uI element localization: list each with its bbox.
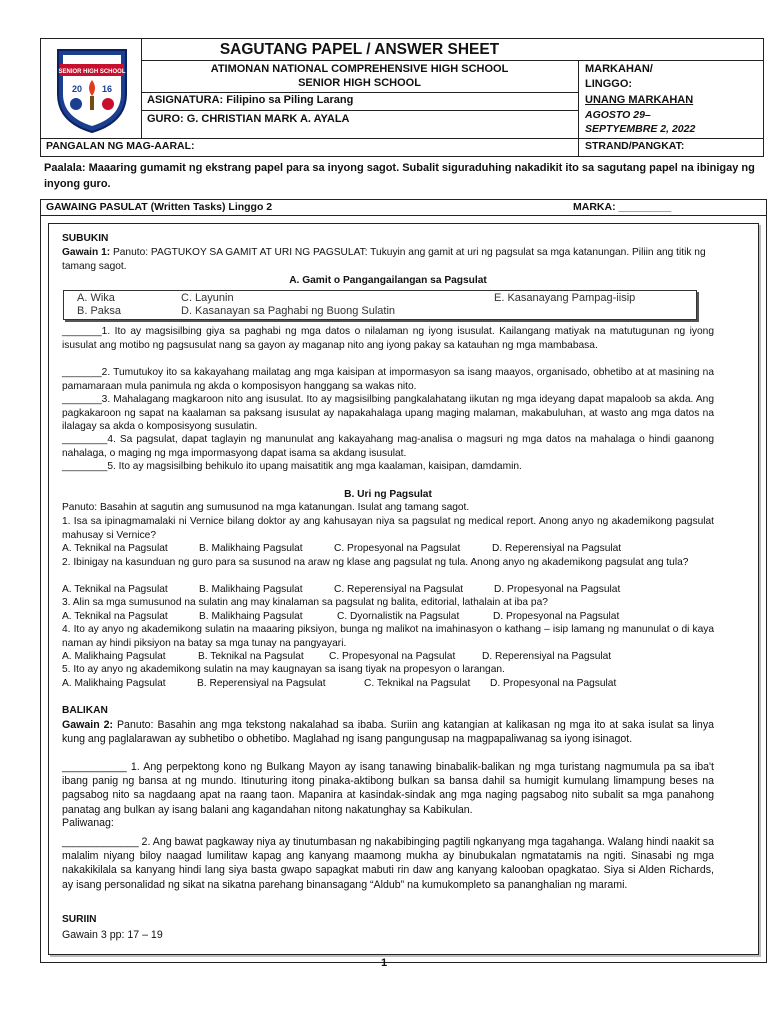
item-a-1: _______1. Ito ay magsisilbing giya sa paghabi ng mga datos o nilalaman ng iyong isusulat. Kailangang matiyak na matutugunan ng iyong isusulat ang motibo ng pagsusulat nang sa gayon ay maganap nito ang iyong pakay sa katauhan ng mga mambabasa.	[62, 326, 714, 351]
quarter-value: UNANG MARKAHAN	[585, 94, 694, 106]
option: A. Malikhaing Pagsulat	[62, 678, 166, 689]
subject-label: ASIGNATURA: Filipino sa Piling Larang	[147, 94, 354, 106]
suriin-text: Gawain 3 pp: 17 – 19	[62, 929, 163, 941]
task-bar-top	[40, 199, 767, 200]
school-logo	[52, 44, 132, 134]
option: A. Teknikal na Pagsulat	[62, 543, 168, 554]
choice-d: D. Kasanayan sa Paghabi ng Buong Sulatin	[181, 305, 396, 317]
page-number: 1	[380, 957, 388, 969]
sheet-title: SAGUTANG PAPEL / ANSWER SHEET	[219, 41, 500, 58]
choice-b: B. Paksa	[77, 305, 122, 317]
task-box-bottom	[40, 962, 767, 963]
school-name: ATIMONAN NATIONAL COMPREHENSIVE HIGH SCHOOL	[210, 63, 509, 75]
gawain2-instruction: Gawain 2: Panuto: Basahin ang mga tekstong nakalahad sa ibaba. Suriin ang katangian at kalikasan ng mga ito at saka isulat sa linya kung ang paglalarawan ay subhetibo o obhetibo. Maglahad ng isang pangungusap na magpapaliwanag sa iyong isinagot.	[62, 719, 715, 746]
item-a-3: _______3. Mahalagang magkaroon nito ang isusulat. Ito ay magsisilbing pangkalahatang iikutan ng mga ideyang dapat mapaloob sa akda. Ang pagkakaroon ng sapat na kaalaman sa paksang isusulat ay napakahalaga upang maging malaman, makabuluhan, at wasto ang mga datos na ilalagay sa akda o komposisyong susulatin.	[62, 394, 714, 433]
option: B. Malikhaing Pagsulat	[199, 543, 303, 554]
option: C. Reperensiyal na Pagsulat	[334, 584, 464, 595]
option: B. Reperensiyal na Pagsulat	[197, 678, 326, 689]
svg-text:16: 16	[102, 84, 113, 94]
item-b-1-question: 1. Isa sa ipinagmamalaki ni Vernice bilang doktor ay ang kahusayan niya sa pagsulat ng medical report. Anong anyo ng akademikong pagsulat mahusay si Vernice?	[62, 516, 714, 541]
option: C. Teknikal na Pagsulat	[364, 678, 471, 689]
suriin-heading: SURIIN	[62, 914, 97, 925]
task-bar-label: GAWAING PASULAT (Written Tasks) Linggo 2	[46, 201, 273, 213]
item-a-4: ________4. Sa pagsulat, dapat taglayin ng manunulat ang kakayahang mag-analisa o magsuri ng mga datos na mahalaga o hindi gaanong nahalaga, o maging ng mga impormasyong dapat isama sa akdang isusulat.	[62, 434, 714, 459]
student-name-label: PANGALAN NG MAG-AARAL:	[46, 140, 195, 152]
task-box-left	[40, 199, 41, 962]
svg-text:20: 20	[72, 84, 83, 94]
subukin-heading: SUBUKIN	[62, 233, 109, 244]
header-border-mid	[40, 138, 764, 139]
option: A. Teknikal na Pagsulat	[62, 611, 168, 622]
school-division: SENIOR HIGH SCHOOL	[298, 77, 421, 89]
svg-text:SENIOR HIGH SCHOOL: SENIOR HIGH SCHOOL	[58, 69, 126, 75]
section-b-instruction: Panuto: Basahin at sagutin ang sumusunod na mga katanungan. Isulat ang tamang sagot.	[62, 502, 470, 513]
option: B. Malikhaing Pagsulat	[199, 611, 303, 622]
item-b-2-question: 2. Ibinigay na kasunduan ng guro para sa susunod na araw ng klase ang pagsulat ng tula. Anong anyo ng akademikong pagsulat ang tula?	[62, 557, 689, 568]
item-b-3-question: 3. Alin sa mga sumusunod na sulatin ang may kinalaman sa pagsulat ng balita, editorial, lathalain at iba pa?	[62, 597, 548, 608]
option: C. Propesyonal na Pagsulat	[334, 543, 461, 554]
option: A. Teknikal na Pagsulat	[62, 584, 168, 595]
reminder-note: Paalala: Maaaring gumamit ng ekstrang papel para sa inyong sagot. Subalit siguraduhing nakadikit ito sa sagutang papel na ibinigay ng inyong guro.	[44, 162, 755, 190]
option: D. Propesyonal na Pagsulat	[493, 611, 620, 622]
task-bar-bottom	[40, 215, 767, 216]
option: C. Dyornalistik na Pagsulat	[337, 611, 460, 622]
option: D. Propesyonal na Pagsulat	[494, 584, 621, 595]
section-b-title: B. Uri ng Pagsulat	[344, 489, 432, 500]
balikan-item-1: ___________ 1. Ang perpektong kono ng Bulkang Mayon ay isang tanawing binabalik-balikan ng mga turistang nagmumula pa sa iba't ibang panig ng bansa at ng mundo. Itinuturing itong pinaka-aktibong bulkan sa bansa dahil sa humigit kumulang limampung beses na pagsabog nito sa nagdaang apat na raang taon. Mapanira at kasindak-sindak ang mga naging pagsabog nito subalit sa mga panahong panatag ang bulkan ay isang balani ang kagandahan nitong nakatunghay sa Kabikulan.	[62, 761, 714, 816]
header-border-bottom	[40, 156, 764, 157]
balikan-heading: BALIKAN	[62, 705, 108, 716]
option: D. Propesyonal na Pagsulat	[490, 678, 617, 689]
item-a-2: _______2. Tumutukoy ito sa kakayahang mailatag ang mga kaisipan at impormasyon sa isang maayos, organisado, obhetibo at at masining na pamamaraan mula panimula ng akda o komposisyon hanggang sa wakas nito.	[62, 367, 714, 392]
choice-e: E. Kasanayang Pampag-iisip	[494, 292, 636, 304]
gawain1-instruction: Gawain 1: Panuto: PAGTUKOY SA GAMIT AT URI NG PAGSULAT: Tukuyin ang gamit at uri ng pagsulat sa mga katanungan. Piliin ang titik ng tamang sagot.	[62, 247, 706, 272]
option: B. Teknikal na Pagsulat	[198, 651, 304, 662]
header-border-left	[40, 38, 41, 156]
option: B. Malikhaing Pagsulat	[199, 584, 303, 595]
score-label: MARKA: _________	[573, 201, 672, 213]
school-row-line	[141, 92, 578, 93]
item-a-5: ________5. Ito ay magsisilbing behikulo ito upang maisatitik ang mga kaalaman, kaisipan, damdamin.	[62, 461, 522, 472]
quarter-label: MARKAHAN/	[585, 63, 653, 75]
header-border-right	[763, 38, 764, 156]
strand-label: STRAND/PANGKAT:	[585, 140, 685, 152]
week-label: LINGGO:	[585, 78, 633, 90]
strand-divider	[578, 138, 579, 156]
right-col-divider	[578, 60, 579, 138]
title-row-line	[141, 60, 764, 61]
option: A. Malikhaing Pagsulat	[62, 651, 166, 662]
paliwanag-label: Paliwanag:	[62, 817, 114, 829]
section-a-title: A. Gamit o Pangangailangan sa Pagsulat	[289, 275, 487, 286]
teacher-label: GURO: G. CHRISTIAN MARK A. AYALA	[147, 113, 350, 125]
item-b-4-question: 4. Ito ay anyo ng akademikong sulatin na maaaring piksiyon, bunga ng malikot na imahinasyon o kathang – isip lamang ng manunulat o di kaya naman ay hindi piksiyon na batay sa mga tunay na pangyayari.	[62, 624, 714, 649]
balikan-item-2: _____________ 2. Ang bawat pagkaway niya ay tinutumbasan ng nakabibinging pagtili ngkanyang mga tagahanga. Walang hindi naakit sa malalim niyang biloy naagad lumilitaw kapag ang kanyang maamong mukha ay binubukalan ngmatatamis na ngiti. Sinasabi ng mga nakakikilala sa kanyang hindi lang siya basta gwapo sapagkat mabuti rin daw ang kanyang kalooban opagkatao. Siya si Alden Richards, ay isang personalidad ng sikat na sikatna parehang binansagang “Aldub” na kumukompleto sa pananghalian ng marami.	[62, 836, 714, 891]
option: D. Reperensiyal na Pagsulat	[492, 543, 622, 554]
header-border-top	[40, 38, 764, 39]
choice-a: A. Wika	[77, 292, 115, 304]
option: D. Reperensiyal na Pagsulat	[482, 651, 612, 662]
choice-c: C. Layunin	[181, 292, 234, 304]
date-line-2: SEPTYEMBRE 2, 2022	[585, 123, 696, 135]
subject-row-line	[141, 110, 578, 111]
option: C. Propesyonal na Pagsulat	[329, 651, 456, 662]
date-line-1: AGOSTO 29–	[585, 109, 651, 121]
item-b-5-question: 5. Ito ay anyo ng akademikong sulatin na may kaugnayan sa isang tiyak na propesyon o larangan.	[62, 664, 505, 675]
task-box-right	[766, 199, 767, 962]
